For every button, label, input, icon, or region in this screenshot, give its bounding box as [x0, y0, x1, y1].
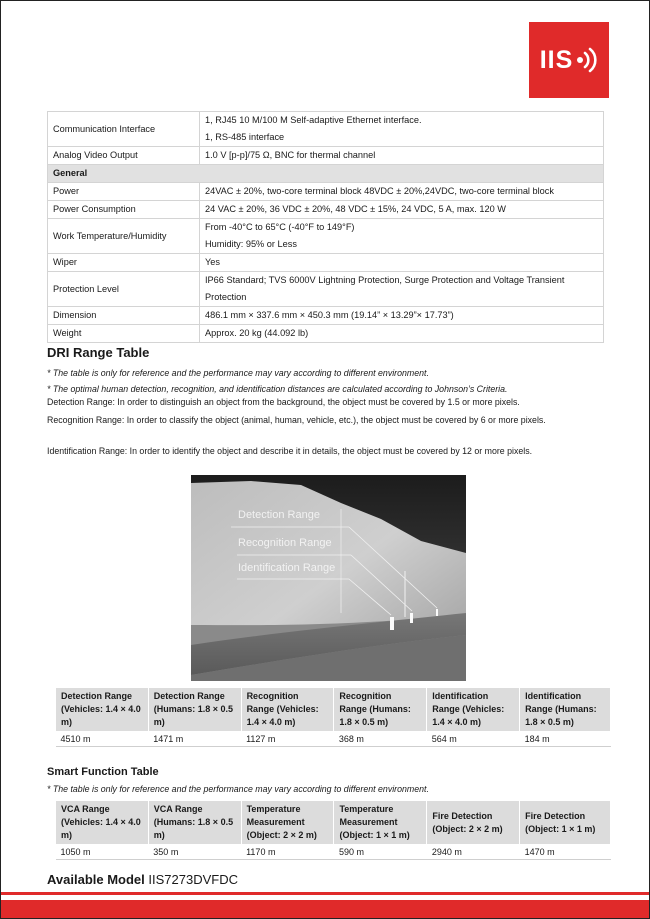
column-header: Identification Range (Vehicles: 1.4 × 4.0 m): [427, 688, 520, 732]
spec-row: [48, 219, 604, 254]
spec-value: 24 VAC ± 20%, 36 VDC ± 20%, 48 VDC ± 15%, 24 VDC, 5 A, max. 120 W: [200, 201, 604, 219]
table-cell: 2940 m: [427, 845, 520, 860]
table-header-row: [56, 688, 611, 732]
smart-function-title: Smart Function Table: [47, 766, 159, 778]
spec-value: 24VAC ± 20%, two-core terminal block 48VDC ± 20%,24VDC, two-core terminal block: [200, 183, 604, 201]
spec-row: [48, 147, 604, 165]
spec-row: [48, 201, 604, 219]
table-cell: 184 m: [520, 732, 611, 747]
available-model-value: IIS7273DVFDC: [148, 872, 238, 887]
table-cell: 1127 m: [241, 732, 334, 747]
spec-row: [48, 307, 604, 325]
column-header: Recognition Range (Humans: 1.8 × 0.5 m): [334, 688, 427, 732]
logo-text: IIS: [539, 45, 574, 74]
column-header: Fire Detection (Object: 2 × 2 m): [427, 801, 520, 845]
spec-value: Approx. 20 kg (44.092 lb): [200, 325, 604, 343]
brand-logo: [529, 22, 609, 98]
spec-key: Power Consumption: [48, 201, 200, 219]
spec-line: 1, RJ45 10 M/100 M Self-adaptive Ethernet interface.: [205, 115, 422, 125]
recognition-range-label: Recognition Range: [238, 537, 332, 549]
spec-key: Weight: [48, 325, 200, 343]
column-header: VCA Range (Vehicles: 1.4 × 4.0 m): [56, 801, 149, 845]
column-header: Identification Range (Humans: 1.8 × 0.5 m): [520, 688, 611, 732]
spec-section-header: [48, 165, 604, 183]
detection-definition: Detection Range: In order to distinguish an object from the background, the object must be covered by 1.5 or more pixels.: [47, 397, 520, 407]
table-cell: 1471 m: [148, 732, 241, 747]
section-title: General: [48, 165, 604, 183]
spec-row: [48, 183, 604, 201]
footer-accent-bar: [1, 900, 650, 919]
spec-value: 1.0 V [p-p]/75 Ω, BNC for thermal channel: [200, 147, 604, 165]
column-header: Temperature Measurement (Object: 1 × 1 m): [334, 801, 427, 845]
table-cell: 350 m: [148, 845, 241, 860]
table-cell: 368 m: [334, 732, 427, 747]
spec-row: [48, 254, 604, 272]
spec-key: Analog Video Output: [48, 147, 200, 165]
spec-value: 486.1 mm × 337.6 mm × 450.3 mm (19.14” × 13.29”× 17.73”): [200, 307, 604, 325]
dri-range-table: [55, 687, 611, 747]
spec-line: 1, RS-485 interface: [205, 132, 285, 142]
spec-value: [200, 112, 604, 147]
dri-note-johnson: * The optimal human detection, recognition, and identification distances are calculated according to Johnson’s Criteria.: [47, 384, 508, 394]
spec-line: From -40°C to 65°C (-40°F to 149°F): [205, 222, 355, 232]
spec-key: Communication Interface: [48, 112, 200, 147]
spec-row: [48, 112, 604, 147]
spec-key: Wiper: [48, 254, 200, 272]
available-model: [47, 872, 238, 887]
spec-line: Protection: [205, 292, 247, 302]
spec-row: [48, 272, 604, 307]
table-cell: 1470 m: [520, 845, 611, 860]
column-header: VCA Range (Humans: 1.8 × 0.5 m): [148, 801, 241, 845]
recognition-definition: Recognition Range: In order to classify the object (animal, human, vehicle, etc.), the object must be covered by 6 or more pixels.: [47, 415, 546, 425]
column-header: Fire Detection (Object: 1 × 1 m): [520, 801, 611, 845]
column-header: Detection Range (Vehicles: 1.4 × 4.0 m): [56, 688, 149, 732]
table-cell: 1050 m: [56, 845, 149, 860]
table-cell: 1170 m: [241, 845, 334, 860]
footer-accent-line: [1, 892, 650, 895]
spec-key: Power: [48, 183, 200, 201]
smart-function-note: * The table is only for reference and the performance may vary according to different environment.: [47, 784, 429, 794]
column-header: Temperature Measurement (Object: 2 × 2 m): [241, 801, 334, 845]
spec-line: Humidity: 95% or Less: [205, 239, 297, 249]
spec-value: [200, 219, 604, 254]
identification-definition: Identification Range: In order to identify the object and describe it in details, the object must be covered by 12 or more pixels.: [47, 446, 533, 456]
spec-key: Dimension: [48, 307, 200, 325]
dri-note-reference: * The table is only for reference and the performance may vary according to different environment.: [47, 368, 429, 378]
table-header-row: [56, 801, 611, 845]
spec-row: [48, 325, 604, 343]
spec-key: Protection Level: [48, 272, 200, 307]
smart-function-table: [55, 800, 611, 860]
table-row: [56, 845, 611, 860]
spec-value: Yes: [200, 254, 604, 272]
thermal-range-image: [191, 475, 466, 681]
table-cell: 590 m: [334, 845, 427, 860]
spec-table: [47, 111, 604, 343]
spec-key: Work Temperature/Humidity: [48, 219, 200, 254]
available-model-label: Available Model: [47, 872, 145, 887]
identification-range-label: Identification Range: [238, 562, 336, 574]
spec-line: IP66 Standard; TVS 6000V Lightning Protection, Surge Protection and Voltage Transient: [205, 275, 565, 285]
spec-value: [200, 272, 604, 307]
signal-waves-icon: [576, 47, 598, 73]
column-header: Recognition Range (Vehicles: 1.4 × 4.0 m): [241, 688, 334, 732]
dri-title: DRI Range Table: [47, 345, 150, 360]
table-cell: 564 m: [427, 732, 520, 747]
table-row: [56, 732, 611, 747]
table-cell: 4510 m: [56, 732, 149, 747]
column-header: Detection Range (Humans: 1.8 × 0.5 m): [148, 688, 241, 732]
detection-range-label: Detection Range: [238, 509, 320, 521]
